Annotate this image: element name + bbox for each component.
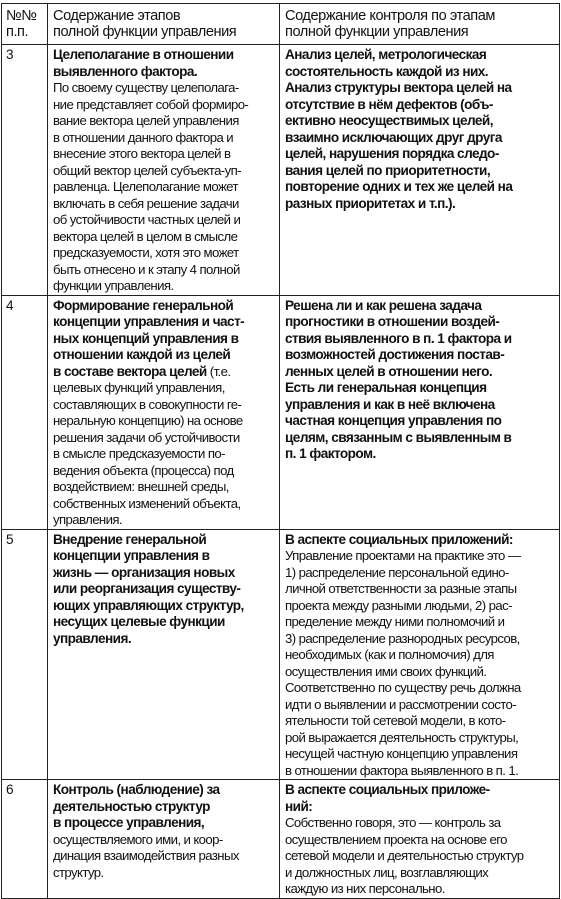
text-line: разных приоритетах и т.п.). [285,195,456,211]
text-line: ствия выявленного в п. 1 фактора и [285,330,512,346]
text-line: Контроль (наблюдение) за [53,782,220,797]
text-line: в процессе управления, [53,815,205,830]
text-line: взаимно исключающих друг друга [285,129,502,145]
text-line: Внедрение генеральной [53,531,207,547]
text-line: деятельностью структур [53,798,210,814]
text-line: воздействием: внешней среды, [53,479,229,494]
text-line: неральную концепцию) на основе [53,413,243,428]
table-row [2,295,560,529]
text-line: в отношении фактора выявленного в п. 1. [285,762,519,778]
text-line: функции управления. [53,278,174,293]
text-line: в отношении данного фактора и [53,129,234,145]
stage-heading [53,298,275,381]
table-header-row [2,4,560,45]
text-line: ективно неосуществимых целей, [285,113,493,128]
text-line: Целеполагание в отношении [53,47,234,62]
table-row [2,780,560,899]
text-line: управления. [53,512,122,527]
header-line: полной функции управления [285,24,469,41]
text-line: п. 1 фактором. [285,446,376,461]
text-line: решения задачи об устойчивости [53,429,240,445]
text-line: несущих целевые функции [53,614,225,629]
text-line: целевых функций управления, [53,380,225,395]
row-number: 4 [2,295,48,529]
stage-description [53,832,275,882]
text-line: По своему существу целеполага- [53,80,239,95]
header-control [280,4,560,45]
text-line: управления и как в неё включена [285,396,495,412]
text-line: равленца. Целеполагание может [53,179,238,194]
text-line: динация взаимодействия разных [53,848,239,863]
control-cell [280,295,560,529]
text-line: включать в себя решение задачи [53,195,239,211]
table-row [2,529,560,780]
text-line: каждую из них персонально. [285,881,445,896]
text-line: и должностных лиц, возглавляющих [285,864,489,880]
text-line: повторение одних и тех же целей на [285,179,513,194]
stage-description [53,80,275,295]
text-line: Анализ целей, метрологическая [285,47,487,62]
text-line: концепции управления в [53,548,210,563]
text-fragment: (т.е. [206,363,231,379]
text-line: осуществлением проекта на основе его [285,831,507,847]
text-line: ведения объекта (процесса) под [53,462,234,478]
control-heading [285,532,555,549]
text-line: быть отнесено и к этапу 4 полной [53,261,240,277]
text-line: отношении каждой из целей [53,347,231,362]
text-line: концепции управления и част- [53,314,245,329]
text-line: прогностики в отношении воздей- [285,314,500,329]
text-line [53,364,275,381]
header-line: Содержание контроля по этапам [285,8,495,24]
text-line: идти о выявлении и рассмотрении состо- [285,696,517,712]
stage-cell [48,295,280,529]
text-line: ленных целей в отношении него. [285,363,493,379]
control-cell [280,45,560,296]
text-line: личной ответственности за разные этапы [285,581,517,596]
row-number: 6 [2,780,48,899]
header-line: полной функции управления [53,24,237,41]
text-line: Есть ли генеральная концепция [285,380,487,395]
row-number: 5 [2,529,48,780]
text-line: предсказуемости, хотя это может [53,245,239,260]
stage-heading [53,782,275,832]
row-number: 3 [2,45,48,296]
stage-heading [53,47,275,80]
text-line: вектора целей в целом в смысле [53,228,238,244]
text-line: или реорганизация существу- [53,581,241,596]
header-line: Содержание этапов [53,8,181,24]
text-line: состоятельность каждой из них. [285,63,489,79]
control-heading [285,782,555,815]
text-line: осуществления ими своих функций. [285,663,487,679]
text-line: ние представляет собой формиро- [53,96,249,112]
control-description [285,815,555,898]
text-line: Решена ли и как решена задача [285,297,482,313]
stage-cell [48,45,280,296]
text-line: структур. [53,864,104,880]
text-line: управления. [53,630,132,646]
text-line: вания целей по приоритетности, [285,162,491,178]
text-line: внесение этого вектора целей в [53,146,231,161]
text-line: 3) распределение разнородных ресурсов, [285,630,520,646]
text-line: Соответственно по существу речь должна [285,680,521,695]
text-line: необходимых (как и полномочия) для [285,647,494,662]
text-line: ятельности той сетевой модели, в кото- [285,713,506,728]
control-cell [280,780,560,899]
text-line: ний: [285,798,313,814]
text-line: несущей частную концепцию управления [285,746,518,761]
text-line: В аспекте социальных приложе- [285,782,490,797]
text-line: Анализ структуры вектора целей на [285,80,512,95]
text-line: частная концепция управления по [285,413,502,428]
text-line: отсутствие в нём дефектов (объ- [285,96,493,112]
text-line: ющих управляющих структур, [53,597,244,613]
text-line: Формирование генеральной [53,297,234,313]
header-line: №№ [6,8,37,24]
text-line: в смысле предсказуемости по- [53,446,225,461]
control-heading [285,298,555,463]
text-line: вание вектора целей управления [53,113,239,128]
table-row [2,45,560,296]
stage-heading [53,532,275,648]
text-line: Собственно говоря, это — контроль за [285,815,501,830]
text-fragment: в составе вектора целей [53,363,207,379]
text-line: осуществляемого ими, и коор- [53,831,223,847]
text-line: целям, связанным с выявленным в [285,429,512,445]
header-line: п.п. [6,24,29,41]
control-cell [280,529,560,780]
text-line: собственных изменений объекта, [53,495,241,511]
stage-description [53,380,275,529]
text-line: целей, нарушения порядка следо- [285,146,499,161]
header-number [2,4,48,45]
control-heading [285,47,555,212]
text-line: выявленного фактора. [53,63,198,79]
text-line: об устойчивости частных целей и [53,212,241,227]
text-line: жизнь — организация новых [53,564,235,580]
text-line: рой выражается деятельность структуры, [285,729,519,745]
text-line: проекта между разными людьми, 2) рас- [285,597,512,613]
text-line: 1) распределение персональной едино- [285,564,509,580]
text-line: ных концепций управления в [53,330,239,346]
header-stage [48,4,280,45]
stages-control-table [1,3,560,899]
text-line: Управление проектами на практике это — [285,548,521,563]
text-line: общий вектор целей субъекта-уп- [53,162,241,178]
stage-cell [48,780,280,899]
text-line: возможностей достижения постав- [285,347,505,362]
text-line: составляющих в совокупности ге- [53,396,242,412]
stage-cell [48,529,280,780]
text-line: сетевой модели и деятельностью структур [285,848,524,863]
text-line: В аспекте социальных приложений: [285,531,513,547]
text-line: пределение между ними полномочий и [285,614,505,629]
control-description [285,548,555,779]
